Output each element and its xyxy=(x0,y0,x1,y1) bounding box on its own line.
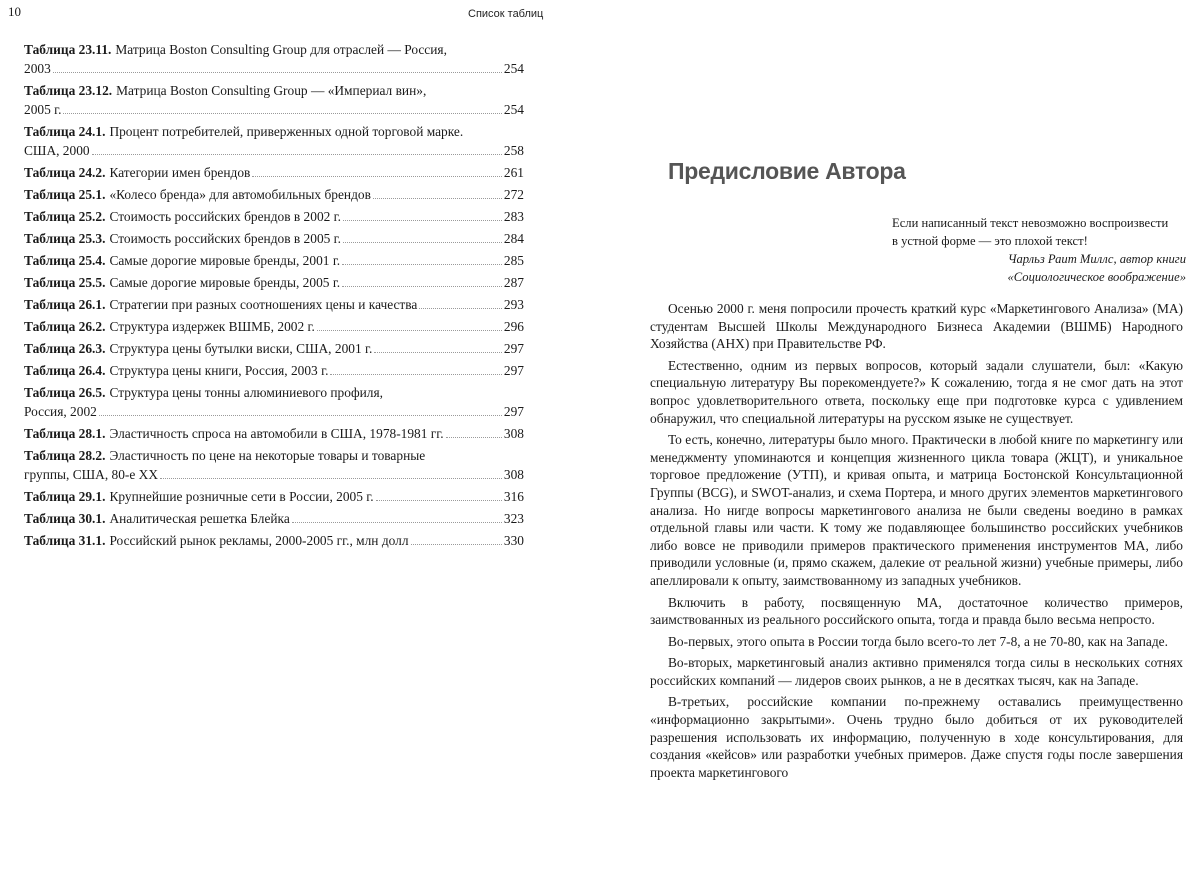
toc-title: Структура цены тонны алюминиевого профиля, xyxy=(109,385,383,400)
toc-entry xyxy=(24,487,524,506)
dot-leader xyxy=(343,219,502,221)
toc-title: Самые дорогие мировые бренды, 2001 г. xyxy=(109,253,341,268)
preface-paragraph: Во-вторых, маркетинговый анализ активно применялся тогда силы в нескольких сотнях российских компаний — лидеров своих рынков, а не в десятках тысяч, как на Западе. xyxy=(650,655,1183,688)
dot-leader xyxy=(292,521,502,523)
epigraph-book: «Социологическое воображение» xyxy=(1007,270,1186,284)
toc-entry xyxy=(24,446,524,484)
preface-title: Предисловие Автора xyxy=(668,158,906,184)
dot-leader xyxy=(99,414,502,416)
toc-page-number: 297 xyxy=(503,341,524,356)
toc-label: Таблица 25.4. xyxy=(24,253,106,268)
dot-leader xyxy=(53,71,502,73)
toc-page-number: 296 xyxy=(503,319,524,334)
toc-page-number: 284 xyxy=(503,231,524,246)
dot-leader xyxy=(317,329,502,331)
toc-label: Таблица 24.1. xyxy=(24,124,106,139)
toc-title: Структура издержек ВШМБ, 2002 г. xyxy=(109,319,315,334)
toc-entry xyxy=(24,122,524,160)
toc-page-number: 272 xyxy=(503,187,524,202)
epigraph-line: Если написанный текст невозможно воспроизвести xyxy=(892,216,1169,230)
toc-label: Таблица 28.1. xyxy=(24,426,106,441)
toc-page-number: 323 xyxy=(503,511,524,526)
dot-leader xyxy=(63,112,501,114)
toc-label: Таблица 26.2. xyxy=(24,319,106,334)
table-list xyxy=(24,40,524,553)
toc-page-number: 297 xyxy=(503,404,524,419)
toc-entry xyxy=(24,273,524,292)
toc-entry xyxy=(24,185,524,204)
dot-leader xyxy=(92,153,502,155)
toc-label: Таблица 31.1. xyxy=(24,533,106,548)
preface-body xyxy=(650,300,1183,785)
toc-entry xyxy=(24,531,524,550)
running-head: Список таблиц xyxy=(468,8,544,20)
toc-page-number: 254 xyxy=(503,61,524,76)
toc-title: Стратегии при разных соотношениях цены и качества xyxy=(109,297,418,312)
dot-leader xyxy=(411,543,502,545)
dot-leader xyxy=(376,499,502,501)
epigraph xyxy=(892,214,1186,286)
toc-label: Таблица 28.2. xyxy=(24,448,106,463)
toc-entry xyxy=(24,383,524,421)
preface-paragraph: Включить в работу, посвященную МА, достаточное количество примеров, заимствованных из реального российского опыта, тогда и правда было весьма непросто. xyxy=(650,594,1183,628)
preface-paragraph: В-третьих, российские компании по-прежнему оставались преимущественно «информационно закрытыми». Очень трудно было добиться от их руководителей разрешения использовать их информацию, полученную в ходе консультирования, для создания «кейсов» или разработки учебных примеров. Даже спустя годы после завершения проекта маркетингового xyxy=(650,694,1183,780)
toc-page-number: 316 xyxy=(503,489,524,504)
toc-label: Таблица 25.1. xyxy=(24,187,106,202)
toc-title: Стоимость российских брендов в 2005 г. xyxy=(109,231,342,246)
epigraph-line: в устной форме — это плохой текст! xyxy=(892,234,1088,248)
toc-title: «Колесо бренда» для автомобильных брендов xyxy=(109,187,371,202)
toc-title-continued: 2003 xyxy=(24,61,51,76)
toc-entry xyxy=(24,295,524,314)
epigraph-author: Чарльз Раит Миллс, автор книги xyxy=(1007,252,1186,266)
toc-title: Аналитическая решетка Блейка xyxy=(109,511,290,526)
toc-page-number: 308 xyxy=(503,426,524,441)
toc-label: Таблица 26.3. xyxy=(24,341,106,356)
dot-leader xyxy=(374,351,502,353)
toc-page-number: 254 xyxy=(503,102,524,117)
toc-title: Самые дорогие мировые бренды, 2005 г. xyxy=(109,275,341,290)
preface-paragraph: Во-первых, этого опыта в России тогда было всего-то лет 7-8, а не 70-80, как на Западе. xyxy=(668,633,1168,649)
toc-label: Таблица 23.11. xyxy=(24,42,112,57)
preface-paragraph: То есть, конечно, литературы было много. Практически в любой книге по маркетингу или менеджменту упоминаются и концепция жизненного цикла товара (ЖЦТ), и уникальное торговое предложение (УТП), и кривая опыта, и матрица Бостонской Консультационной Группы (BCG), и SWOT-анализ, и схема Портера, и много других элементов маркетингового анализа. Но нигде вопросы маркетингового анализа не были сведены воедино в рамках отдельной главы или части. К тому же подавляющее большинство российских учебников либо вовсе не приводили примеров практического применения инструментов МА, либо приводили условные (и, прямо скажем, далекие от реальной жизни) учебные примеры, либо апеллировали к опыту, заимствованному из западных учебников. xyxy=(650,432,1183,588)
toc-label: Таблица 25.3. xyxy=(24,231,106,246)
toc-title-continued: США, 2000 xyxy=(24,143,90,158)
toc-label: Таблица 23.12. xyxy=(24,83,113,98)
dot-leader xyxy=(342,263,502,265)
toc-entry xyxy=(24,163,524,182)
dot-leader xyxy=(342,285,502,287)
preface-paragraph: Осенью 2000 г. меня попросили прочесть краткий курс «Маркетингового Анализа» (МА) студентам Высшей Школы Международного Бизнеса Академии (ВШМБ) Народного Хозяйства (АНХ) при Правительстве РФ. xyxy=(650,301,1183,352)
toc-title: Структура цены книги, Россия, 2003 г. xyxy=(109,363,329,378)
toc-entry xyxy=(24,361,524,380)
dot-leader xyxy=(160,477,502,479)
toc-entry xyxy=(24,509,524,528)
page-number: 10 xyxy=(8,4,21,19)
toc-page-number: 285 xyxy=(503,253,524,268)
toc-title: Матрица Boston Consulting Group для отраслей — Россия, xyxy=(115,42,447,57)
dot-leader xyxy=(373,197,502,199)
toc-title: Российский рынок рекламы, 2000-2005 гг., млн долл xyxy=(109,533,409,548)
toc-page-number: 308 xyxy=(503,467,524,482)
toc-label: Таблица 25.5. xyxy=(24,275,106,290)
toc-label: Таблица 26.4. xyxy=(24,363,106,378)
toc-page-number: 287 xyxy=(503,275,524,290)
toc-label: Таблица 30.1. xyxy=(24,511,106,526)
toc-label: Таблица 26.5. xyxy=(24,385,106,400)
toc-title: Категории имен брендов xyxy=(109,165,251,180)
toc-title-continued: Россия, 2002 xyxy=(24,404,97,419)
toc-title: Структура цены бутылки виски, США, 2001 г. xyxy=(109,341,373,356)
toc-entry xyxy=(24,317,524,336)
toc-entry xyxy=(24,339,524,358)
preface-paragraph: Естественно, одним из первых вопросов, который задали слушатели, был: «Какую специальную литературу Вы порекомендуете?» К сожалению, тогда я не смог дать на этот вопрос удовлетворительного ответа, поскольку еще при подготовке курса с удивлением обнаружил, что специальной литературы на русском языке не существует. xyxy=(650,357,1183,426)
toc-title: Стоимость российских брендов в 2002 г. xyxy=(109,209,342,224)
toc-label: Таблица 26.1. xyxy=(24,297,106,312)
dot-leader xyxy=(252,175,502,177)
toc-title: Крупнейшие розничные сети в России, 2005 г. xyxy=(109,489,374,504)
dot-leader xyxy=(343,241,502,243)
toc-page-number: 258 xyxy=(503,143,524,158)
toc-label: Таблица 29.1. xyxy=(24,489,106,504)
dot-leader xyxy=(330,373,501,375)
dot-leader xyxy=(446,436,502,438)
toc-label: Таблица 25.2. xyxy=(24,209,106,224)
toc-entry xyxy=(24,424,524,443)
toc-title-continued: группы, США, 80-е XX xyxy=(24,467,159,482)
toc-page-number: 293 xyxy=(503,297,524,312)
toc-entry xyxy=(24,251,524,270)
toc-entry xyxy=(24,81,524,119)
toc-entry xyxy=(24,207,524,226)
toc-label: Таблица 24.2. xyxy=(24,165,106,180)
toc-page-number: 297 xyxy=(503,363,524,378)
toc-entry xyxy=(24,229,524,248)
toc-page-number: 330 xyxy=(503,533,524,548)
toc-title: Эластичность спроса на автомобили в США, 1978-1981 гг. xyxy=(109,426,444,441)
toc-page-number: 261 xyxy=(503,165,524,180)
toc-entry xyxy=(24,40,524,78)
toc-page-number: 283 xyxy=(503,209,524,224)
toc-title: Эластичность по цене на некоторые товары и товарные xyxy=(109,448,426,463)
dot-leader xyxy=(419,307,502,309)
toc-title: Матрица Boston Consulting Group — «Империал вин», xyxy=(116,83,427,98)
toc-title-continued: 2005 г. xyxy=(24,102,62,117)
toc-title: Процент потребителей, приверженных одной торговой марке. xyxy=(109,124,464,139)
